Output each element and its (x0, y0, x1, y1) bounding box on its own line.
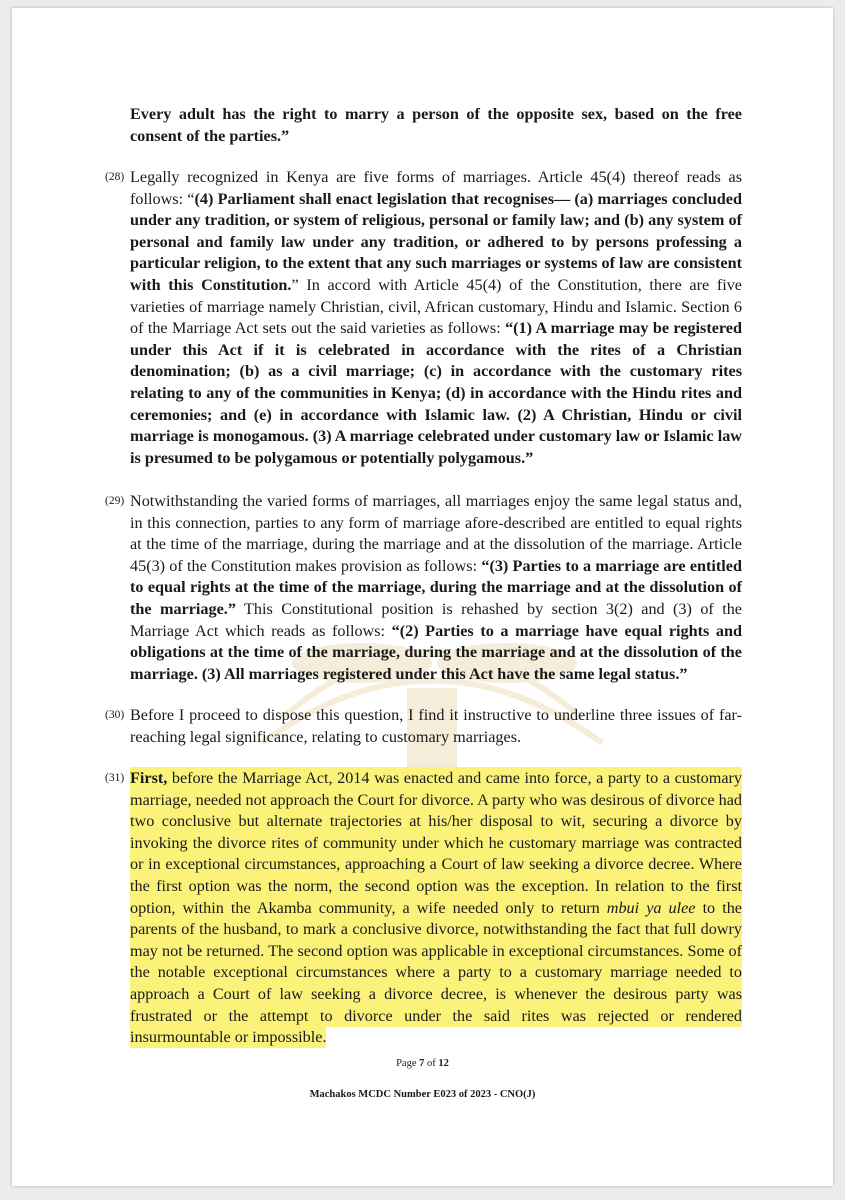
document-page (12, 8, 833, 1186)
paragraph-number: (29) (105, 495, 125, 507)
text-segment: before the Marriage Act, 2014 was enacted and came into force, a party to a customary marriage, needed not approach the Court for divorce. A party who was desirous of divorce had two conclusive but alternate trajectories at his/her disposal to wit, securing a divorce by invoking the divorce rites of community under which he customary marriage was contracted or in exceptional circumstances, approaching a Court of law seeking a divorce decree. Where the first option was the norm, the second option was the exception. In relation to the first option, within the Akamba community, a wife needed only to return (130, 769, 742, 917)
paragraph-number: (30) (105, 709, 125, 721)
text-segment-bold: “(3) Parties to a marriage are entitled to equal rights at the time of the marriage, during the marriage and at the dissolution of the marriage.” (130, 556, 742, 618)
text-segment-bold: “(2) Parties to a marriage have equal rights and obligations at the time of the marriage, during the marriage and at the dissolution of the marriage. (3) All marriages registered under this Act have the same legal status.” (130, 621, 742, 683)
text-segment-bold: “(1) A marriage may be registered under this Act if it is celebrated in accordance with the rites of a Christian denomination; (b) as a civil marriage; (c) in accordance with the customary rites relating to any of the communities in Kenya; (d) in accordance with the Hindu rites and ceremonies; and (e) in accordance with Islamic law. (2) A Christian, Hindu or civil marriage is monogamous. (3) A marriage celebrated under customary law or Islamic law is presumed to be polygamous or potentially polygamous.” (130, 319, 742, 467)
page-current: 7 (419, 1058, 425, 1069)
page-of: of (427, 1058, 436, 1069)
text-segment: to the parents of the husband, to mark a conclusive divorce, notwithstanding the fact that full dowry may not be returned. The second option was applicable in exceptional circumstances. Some of the notable exceptional circumstances where a party to a customary marriage needed to approach a Court of law seeking a divorce decree, is whenever the desirous party was frustrated or the attempt to divorce under the said rites was rejected or rendered insurmountable or impossible. (130, 898, 742, 1047)
paragraph-28 (130, 167, 742, 469)
text-segment: Notwithstanding the varied forms of marriages, all marriages enjoy the same legal status and, in this connection, parties to any form of marriage afore-described are entitled to equal rights at the time of the marriage, during the marriage and at the dissolution of the marriage. Article 45(3) of the Constitution makes provision as follows: (130, 492, 742, 575)
text-segment: This Constitutional position is rehashed by section 3(2) and (3) of the Marriage Act which reads as follows: (130, 599, 742, 640)
page-total: 12 (438, 1058, 449, 1069)
page-prefix: Page (396, 1058, 417, 1069)
page-number (12, 1058, 833, 1069)
paragraph-30 (130, 705, 742, 748)
text-segment-italic: mbui ya ulee (606, 898, 696, 917)
opening-quote (130, 104, 742, 147)
paragraph-31-highlighted (130, 768, 742, 1049)
paragraph-number: (28) (105, 171, 125, 183)
paragraph-29 (130, 491, 742, 685)
paragraph-number: (31) (105, 772, 125, 784)
text-segment: Before I proceed to dispose this question, I find it instructive to underline three issues of far-reaching legal significance, relating to customary marriages. (130, 706, 742, 746)
highlighted-text (130, 767, 742, 1048)
case-reference: Machakos MCDC Number E023 of 2023 - CNO(J) (309, 1089, 536, 1100)
text-segment-bold: (4) Parliament shall enact legislation that recognises— (a) marriages concluded under any tradition, or system of religious, personal or family law; and (b) any system of personal and family law under any tradition, or adhered to by persons professing a particular religion, to the extent that any such marriages or systems of law are consistent with this Constitution. (130, 189, 742, 294)
opening-quote-text: Every adult has the right to marry a person of the opposite sex, based on the free consent of the parties.” (130, 105, 742, 145)
text-segment: ” In accord with Article 45(4) of the Constitution, there are five varieties of marriage namely Christian, civil, African customary, Hindu and Islamic. Section 6 of the Marriage Act sets out the said varieties as follows: (130, 275, 742, 338)
text-segment-bold: First, (130, 769, 168, 787)
text-segment: Legally recognized in Kenya are five forms of marriages. Article 45(4) thereof reads as follows: “ (130, 168, 742, 208)
